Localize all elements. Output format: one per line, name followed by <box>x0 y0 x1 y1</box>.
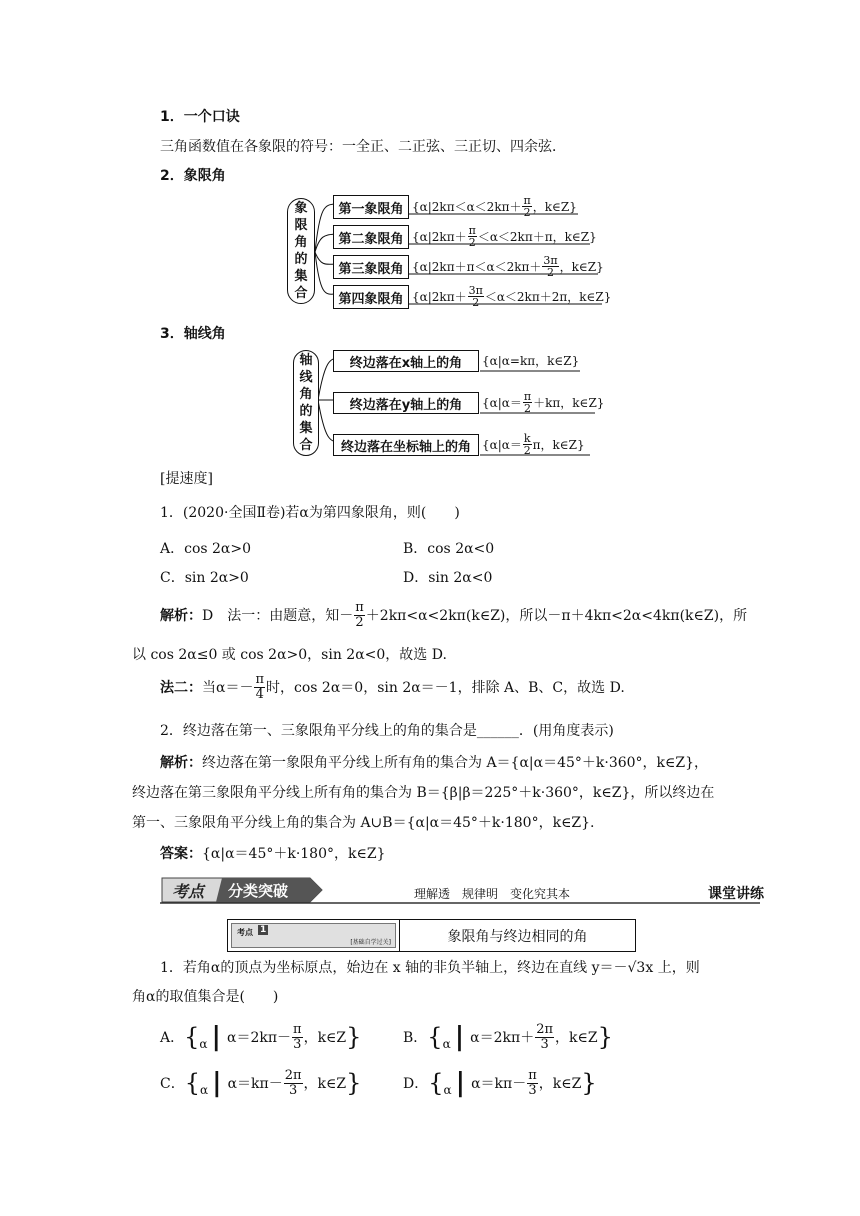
q1-stem: 1．(2020·全国Ⅱ卷)若α为第四象限角，则( ) <box>160 505 460 521</box>
quadrant-set-1: {α|2kπ＜α＜2kπ＋ $\frac{\pi}{2}$ ，k∈Z} <box>412 193 577 219</box>
section-banner <box>160 876 764 904</box>
topic-title: 象限角与终边相同的角 <box>447 928 588 945</box>
axis-label-x: 终边落在x轴上的角 <box>333 350 479 372</box>
section-heading-3: 3．轴线角 <box>160 326 226 342</box>
quadrant-label-4: 第四象限角 <box>333 285 409 309</box>
banner-slogan: 理解透 规律明 变化究其本 <box>414 887 571 901</box>
section-heading-2: 2．象限角 <box>160 168 226 184</box>
q1-option-b: B．cos 2α<0 <box>403 541 495 557</box>
quadrant-vertical-label: 象 限 角 的 集 合 <box>287 198 315 304</box>
axis-vertical-label: 轴 线 角 的 集 合 <box>293 350 319 456</box>
q2-answer: 答案： {α|α＝45°＋k·180°，k∈Z} <box>160 846 386 862</box>
q1-option-c: C．sin 2α>0 <box>160 570 249 586</box>
axis-label-y: 终边落在y轴上的角 <box>333 392 479 414</box>
q2-solution-line3: 第一、三象限角平分线上角的集合为 A∪B＝{α|α＝45°＋k·180°，k∈Z}. <box>132 815 595 831</box>
q1-solution-line1: 解析： D 法一：由题意，知－ $\frac{\pi}{2}$ ＋2kπ<α<2kπ(k∈Z)，所以－π＋4kπ<2α<4kπ(k∈Z)，所 <box>160 599 748 630</box>
section-heading-1: 1．一个口诀 <box>160 109 240 125</box>
quadrant-set-3: {α|2kπ＋π＜α＜2kπ＋ $\frac{3\pi}{2}$ ，k∈Z} <box>412 253 604 279</box>
q2-solution-line1: 解析： 终边落在第一象限角平分线上所有角的集合为 A＝{α|α＝45°＋k·360°，k∈Z}， <box>160 755 709 771</box>
topic-box <box>227 919 636 952</box>
quadrant-label-3: 第三象限角 <box>333 255 409 279</box>
quadrant-set-4: {α|2kπ＋ $\frac{3\pi}{2}$ ＜α＜2kπ＋2π，k∈Z} <box>412 283 612 309</box>
q2-solution-line2: 终边落在第三象限角平分线上所有角的集合为 B＝{β|β＝225°＋k·360°，k∈Z}，所以终边在 <box>132 785 715 801</box>
q3-stem-line2: 角α的取值集合是( ) <box>132 989 279 1005</box>
q3-option-c: C． { α | α＝kπ－ $\frac{2\pi}{3}$ ，k∈Z } <box>160 1067 362 1098</box>
q1-option-a: A．cos 2α>0 <box>160 541 252 557</box>
q3-stem-line1: 1．若角α的顶点为坐标原点，始边在 x 轴的非负半轴上，终边在直线 y＝－√3x 上，则 <box>160 960 700 976</box>
quadrant-set-2: {α|2kπ＋ $\frac{\pi}{2}$ ＜α＜2kπ＋π，k∈Z} <box>412 223 597 249</box>
q1-method2: 法二： 当α＝－ $\frac{\pi}{4}$ 时，cos 2α＝0，sin 2α＝－1，排除 A、B、C，故选 D. <box>160 671 625 702</box>
q3-option-a: A． { α | α＝2kπ－ $\frac{\pi}{3}$ ，k∈Z } <box>160 1021 362 1052</box>
banner-tag1: 考点 <box>172 882 205 901</box>
axis-set-both: {α|α＝ $\frac{k}{2}$ π，k∈Z} <box>482 431 585 457</box>
q1-option-d: D．sin 2α<0 <box>403 570 493 586</box>
axis-set-y: {α|α＝ $\frac{\pi}{2}$ ＋kπ，k∈Z} <box>482 389 605 415</box>
q3-option-b: B． { α | α＝2kπ＋ $\frac{2\pi}{3}$ ，k∈Z } <box>403 1021 613 1052</box>
quadrant-label-1: 第一象限角 <box>333 195 409 219</box>
q1-solution-line2: 以 cos 2α≤0 或 cos 2α>0，sin 2α<0，故选 D. <box>132 647 447 663</box>
banner-right: 课堂讲练 <box>708 886 764 902</box>
axis-label-both: 终边落在坐标轴上的角 <box>333 434 479 456</box>
tisudu-label: [提速度] <box>160 471 213 487</box>
quadrant-label-2: 第二象限角 <box>333 225 409 249</box>
banner-tag2: 分类突破 <box>228 882 289 900</box>
q2-stem: 2．终边落在第一、三象限角平分线上的角的集合是______．(用角度表示) <box>160 723 614 739</box>
axis-set-x: {α|α=kπ，k∈Z} <box>482 353 580 368</box>
section-text-1: 三角函数值在各象限的符号：一全正、二正弦、三正切、四余弦． <box>160 139 566 155</box>
q3-option-d: D． { α | α＝kπ－ $\frac{\pi}{3}$ ，k∈Z } <box>403 1067 597 1098</box>
topic-small-tag: 考点 1 [基础自学过关] <box>231 923 396 948</box>
